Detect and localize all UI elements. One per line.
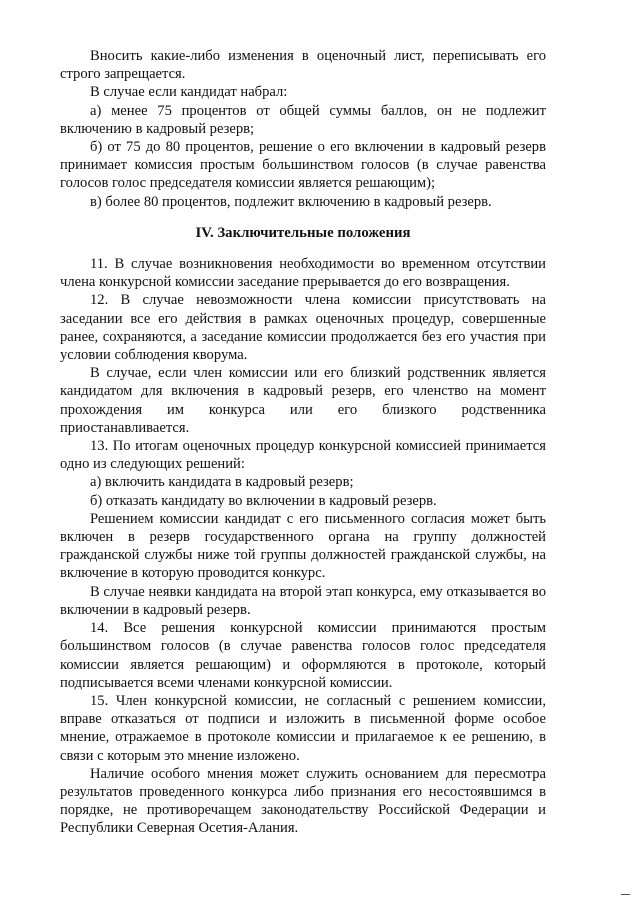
- paragraph: 15. Член конкурсной комиссии, не согласный с решением комиссии, вправе отказаться от подписи и изложить в письменной форме особое мнение, отражаемое в протоколе комиссии и прилагаемое к ее решению, в связи с которым это мнение изложено.: [60, 692, 546, 764]
- paragraph: В случае, если член комиссии или его близкий родственник является кандидатом для включения в кадровый резерв, его членство на момент прохождения им конкурса или его близкого родственника приостанавливается.: [60, 365, 546, 436]
- paragraph: В случае если кандидат набрал:: [90, 84, 288, 101]
- list-item: б) отказать кандидату во включении в кадровый резерв.: [90, 492, 437, 509]
- paragraph: 11. В случае возникновения необходимости во временном отсутствии члена конкурсной комиссии заседание прерывается до его возвращения.: [60, 256, 546, 291]
- list-item: б) от 75 до 80 процентов, решение о его включении в кадровый резерв принимает комиссия простым большинством голосов (в случае равенства голосов голос председателя комиссии является решающим);: [60, 139, 546, 192]
- list-item: а) менее 75 процентов от общей суммы баллов, он не подлежит включению в кадровый резерв;: [60, 102, 546, 137]
- paragraph: 12. В случае невозможности члена комиссии присутствовать на заседании все его действия в рамках оценочных процедур, совершенные ранее, сохраняются, а заседание комиссии продолжается без его участия при условии соблюдения кворума.: [60, 292, 546, 364]
- paragraph: 13. По итогам оценочных процедур конкурсной комиссией принимается одно из следующих решений:: [60, 438, 546, 473]
- scan-mark: [621, 894, 630, 895]
- section-heading: IV. Заключительные положения: [195, 224, 411, 241]
- list-item: а) включить кандидата в кадровый резерв;: [90, 474, 354, 491]
- list-item: в) более 80 процентов, подлежит включению в кадровый резерв.: [90, 193, 492, 210]
- document-body: [60, 47, 546, 838]
- paragraph: Наличие особого мнения может служить основанием для пересмотра результатов проведенного конкурса либо признания его несостоявшимся в порядке, не противоречащем законодательству Российской Федерации и Республики Северная Осетия-Алания.: [60, 765, 546, 837]
- paragraph: 14. Все решения конкурсной комиссии принимаются простым большинством голосов (в случае равенства голосов голос председателя комиссии является решающим) и оформляются в протоколе, который подписывается всеми членами конкурсной комиссии.: [60, 620, 546, 691]
- paragraph: В случае неявки кандидата на второй этап конкурса, ему отказывается во включении в кадровый резерв.: [60, 583, 546, 618]
- paragraph: Решением комиссии кандидат с его письменного согласия может быть включен в резерв государственного органа на группу должностей гражданской службы ниже той группы должностей гражданской службы, на включение в которую проводится конкурс.: [60, 510, 546, 582]
- paragraph: Вносить какие-либо изменения в оценочный лист, переписывать его строго запрещается.: [60, 48, 546, 83]
